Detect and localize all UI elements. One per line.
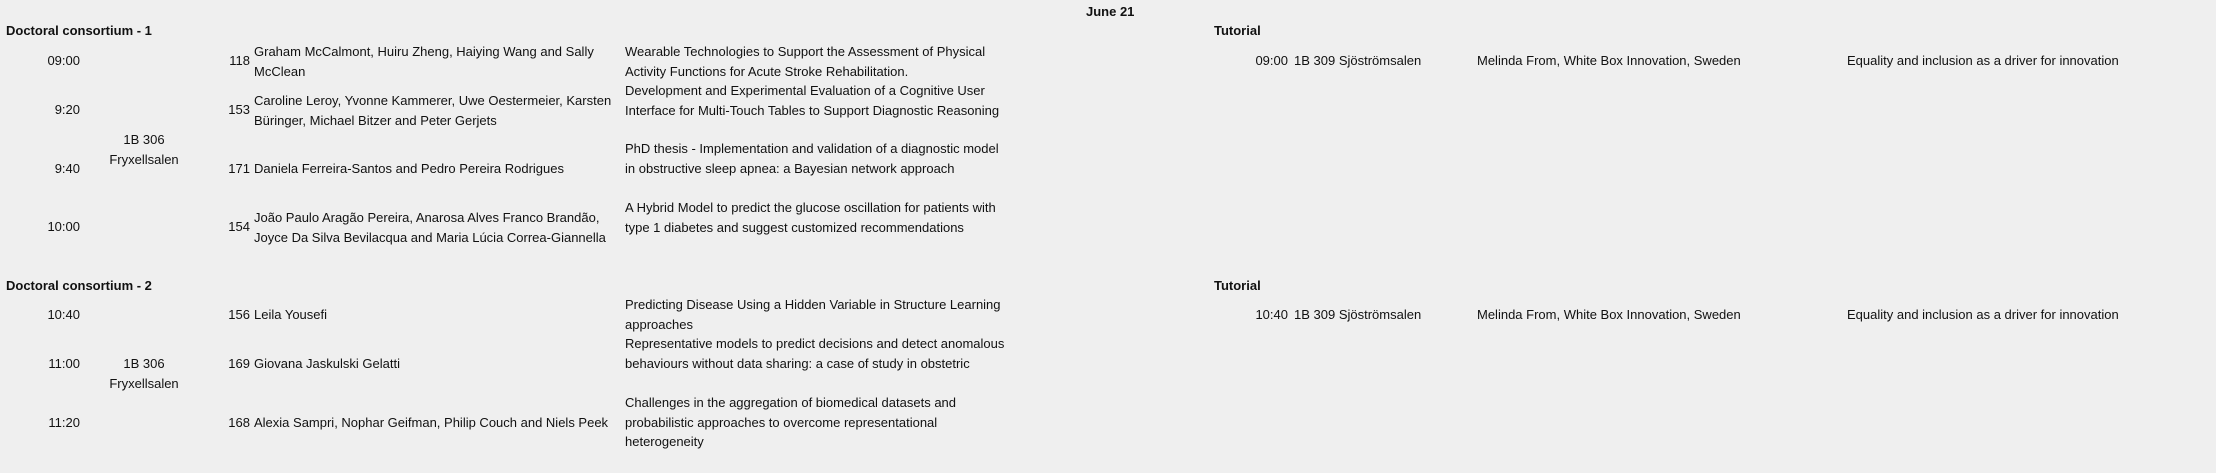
talk-title: Predicting Disease Using a Hidden Variable in Structure Learning approaches [625,297,1001,332]
tutorial-speaker: Melinda From, White Box Innovation, Sweden [1477,307,1741,322]
talk-time: 9:40 [54,161,80,176]
paper-id: 153 [228,102,250,117]
talk-authors: Caroline Leroy, Yvonne Kammerer, Uwe Oestermeier, Karsten Büringer, Michael Bitzer and Peter Gerjets [254,93,612,128]
paper-id: 118 [229,53,250,68]
talk-time: 10:40 [47,307,80,322]
paper-id: 171 [228,161,250,176]
talk-authors: João Paulo Aragão Pereira, Anarosa Alves Franco Brandão, Joyce Da Silva Bevilacqua and Maria Lúcia Correa-Giannella [254,210,606,245]
talk-authors: Alexia Sampri, Nophar Geifman, Philip Couch and Niels Peek [254,415,609,430]
tutorial-time: 10:40 [1255,307,1288,322]
tutorial-heading: Tutorial [1214,23,1261,38]
tutorial-speaker: Melinda From, White Box Innovation, Sweden [1477,53,1741,68]
talk-title: Representative models to predict decisions and detect anomalous behaviours without data sharing: a case of study in obstetric [625,336,1005,371]
tutorial-heading: Tutorial [1214,278,1261,293]
talk-time: 10:00 [47,219,80,234]
talk-title: Wearable Technologies to Support the Assessment of Physical Activity Functions for Acute Stroke Rehabilitation. [625,44,986,79]
talk-time: 11:20 [48,415,80,430]
tutorial-time: 09:00 [1255,53,1288,68]
paper-id: 156 [228,307,250,322]
talk-title: A Hybrid Model to predict the glucose oscillation for patients with type 1 diabetes and suggest customized recommendations [625,200,996,235]
paper-id: 169 [228,356,250,371]
tutorial-room: 1B 309 Sjöströmsalen [1294,307,1422,322]
talk-time: 09:00 [47,53,80,68]
date-header: June 21 [1086,4,1135,19]
talk-title: Development and Experimental Evaluation of a Cognitive User Interface for Multi-Touch Tables to Support Diagnostic Reasoning [625,83,1000,118]
talk-time: 9:20 [54,102,80,117]
tutorial-title: Equality and inclusion as a driver for innovation [1847,307,2119,322]
session-room: 1B 306 Fryxellsalen [109,132,179,167]
session-room: 1B 306 Fryxellsalen [109,356,179,391]
session-title: Doctoral consortium - 1 [6,23,152,38]
tutorial-room: 1B 309 Sjöströmsalen [1294,53,1422,68]
talk-authors: Giovana Jaskulski Gelatti [254,356,400,371]
tutorial-title: Equality and inclusion as a driver for innovation [1847,53,2119,68]
paper-id: 154 [228,219,250,234]
talk-title: Challenges in the aggregation of biomedical datasets and probabilistic approaches to overcome representational heterogeneity [625,395,957,449]
talk-authors: Leila Yousefi [254,307,328,322]
session-title: Doctoral consortium - 2 [6,278,152,293]
talk-title: PhD thesis - Implementation and validation of a diagnostic model in obstructive sleep apnea: a Bayesian network approach [625,141,999,176]
talk-authors: Graham McCalmont, Huiru Zheng, Haiying Wang and Sally McClean [254,44,594,79]
talk-time: 11:00 [48,356,80,371]
paper-id: 168 [228,415,250,430]
talk-authors: Daniela Ferreira-Santos and Pedro Pereira Rodrigues [254,161,564,176]
